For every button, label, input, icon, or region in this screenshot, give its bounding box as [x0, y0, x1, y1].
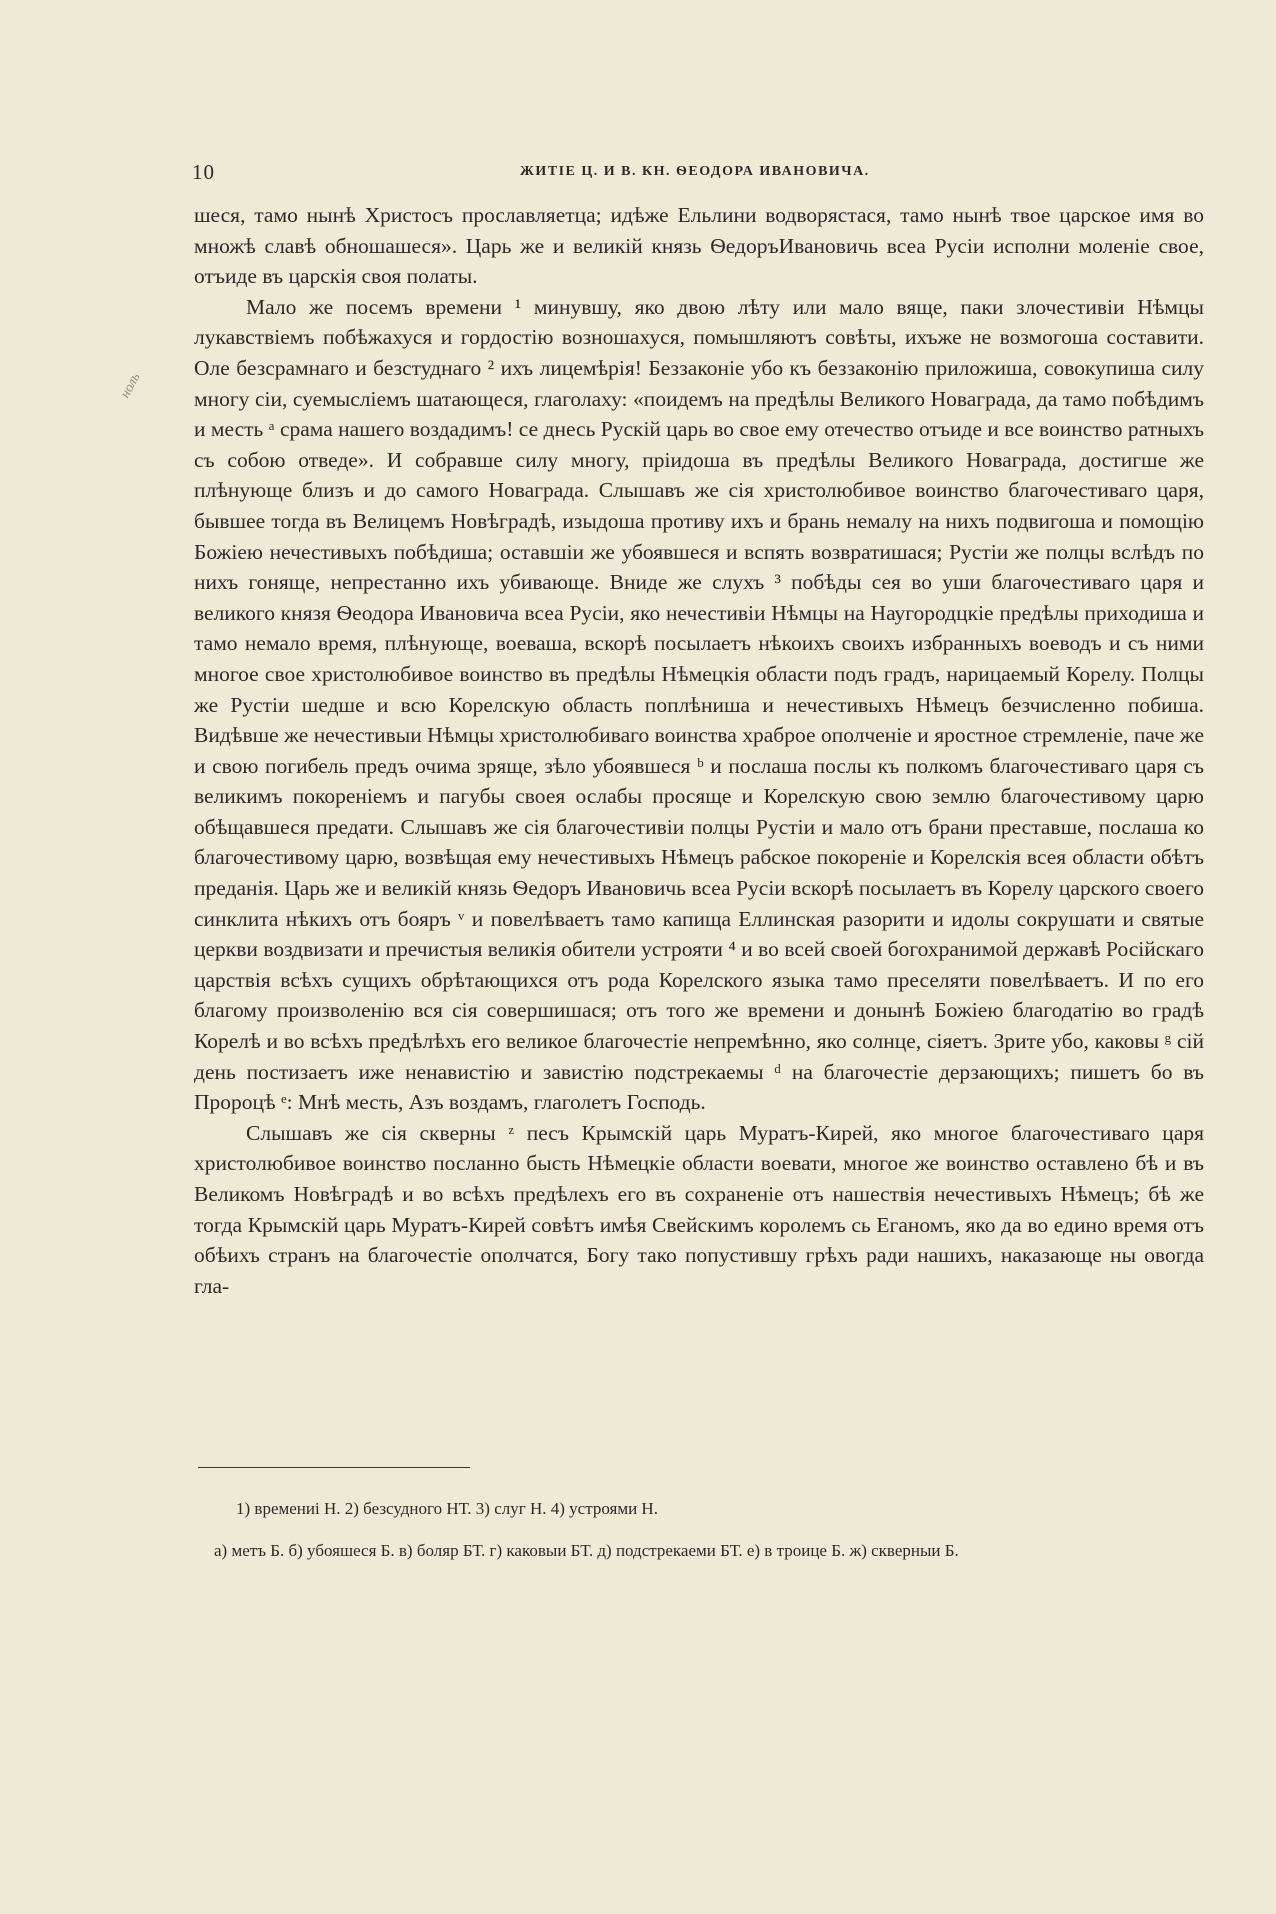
numbered-footnotes: 1) времениі Н. 2) безсудного НТ. 3) слуг Н. 4) устроями Н. — [236, 1499, 658, 1518]
paragraph-continuation: шеся, тамо нынѣ Христосъ прославляетца; идѣже Ельлини водворястася, тамо нынѣ твое царское имя во множѣ славѣ обношашеся». Царь же и великій князь ѲедоръИвановичь всеа Русіи исполни моленіе свое, отъиде въ царскія своя полаты. — [194, 203, 1204, 289]
page-number: 10 — [192, 160, 215, 184]
main-text — [194, 200, 1204, 1301]
footnote-rule — [198, 1467, 470, 1468]
margin-annotation: ноль — [117, 370, 144, 401]
paragraph-crimean-khan: Слышавъ же сія скверны ᶻ песъ Крымскій царь Муратъ-Кирей, яко многое благочестиваго царя христолюбивое воинство посланно бысть Нѣмецкіе области воевати, многое же воинство оставлено бѣ и въ Великомъ Новѣградѣ и во всѣхъ предѣлехъ его въ сохраненіе отъ нашествія нечестивыхъ Нѣмецъ; бѣ же тогда Крымскій царь Муратъ-Кирей совѣтъ имѣя Свейскимъ королемъ сь Еганомъ, яко да во едино время отъ обѣихъ странъ на благочестіе ополчатся, Богу тако попустившу грѣхъ ради нашихъ, наказающе ны овогда гла- — [194, 1120, 1204, 1298]
running-title: ЖИТІЕ Ц. И В. КН. ѲЕОДОРА ИВАНОВИЧА. — [520, 164, 870, 179]
paragraph-germans-korela: Мало же посемъ времени ¹ минувшу, яко двою лѣту или мало вяще, паки злочестивіи Нѣмцы лукавствіемъ побѣжахуся и гордостію возношахуся, помышляютъ совѣты, ихъже не возмогоша составити. Оле безсрамнаго и безстуднаго ² ихъ лицемѣрія! Беззаконіе убо къ беззаконію приложиша, совокупиша силу многу сіи, суемысліемъ шатающеся, глаголаху: «поидемъ на предѣлы Великого Новаграда, да тамо побѣдимъ и месть ᵃ срама нашего воздадимъ! се днесь Рускій царь во свое ему отечество отъиде и все воинство ратныхъ съ собою отведе». И собравше силу многу, пріидоша въ предѣлы Великого Новаграда, достигше же плѣнующе близъ и до самого Новаграда. Слышавъ же сія христолюбивое воинство благочестиваго царя, бывшее тогда въ Велицемъ Новѣградѣ, изыдоша противу ихъ и брань немалу на нихъ подвигоша и помощію Божіею нечестивыхъ побѣдиша; оставшіи же убоявшеся и вспять возвратишася; Рустіи же полцы вслѣдъ по нихъ гоняще, непрестанно ихъ убивающе. Вниде же слухъ ³ побѣды сея во уши благочестиваго царя и великого князя Ѳеодора Ивановича всеа Русіи, яко нечестивіи Нѣмцы на Наугородцкіе предѣлы приходиша и тамо немало время, плѣнующе, воеваша, вскорѣ посылаетъ нѣкоихъ своихъ избранныхъ воеводъ и съ ними многое свое христолюбивое воинство въ предѣлы Нѣмецкія области подъ градъ, нарицаемый Корелу. Полцы же Рустіи шедше и всю Корелскую область поплѣниша и нечестивыхъ Нѣмецъ безчисленно побиша. Видѣвше же нечестивыи Нѣмцы христолюбиваго воинства храброе ополченіе и яростное стремленіе, паче же и свою погибель предъ очима зряще, зѣло убоявшеся ᵇ и послаша послы къ полкомъ благочестиваго царя съ великимъ покореніемъ и пагубы своея ослабы просяще и Корелскую свою землю благочестивому царю обѣщавшеся предати. Слышавъ же сія благочестивіи полцы Рустіи и мало отъ брани преставше, послаша ко благочестивому царю, возвѣщая ему нечестивыхъ Нѣмецъ рабское покореніе и Корелскія всея области обѣтъ преданія. Царь же и великій князь Ѳедоръ Ивановичь всеа Русіи вскорѣ посылаетъ въ Корелу царского своего синклита нѣкихъ отъ бояръ ᵛ и повелѣваетъ тамо капища Еллинская разорити и идолы сокрушати и святые церкви воздвизати и пречистыя великія обители устрояти ⁴ и во всей своей богохранимой державѣ Російскаго царствія всѣхъ сущихъ обрѣтающихся отъ рода Корелского языка тамо преселяти повелѣваетъ. И по его благому произволенію вся сія совершишася; отъ того же времени и донынѣ Божіею благодатію во градѣ Корелѣ и во всѣхъ предѣлѣхъ его великое благочестіе непремѣнно, яко солнце, сіяетъ. Зрите убо, каковы ᵍ сій день постизаетъ иже ненавистію и завистію подстрекаемы ᵈ на благочестіе дерзающихъ; пишетъ бо въ Пророцѣ ᵉ: Мнѣ месть, Азъ воздамъ, глаголетъ Господь. — [194, 294, 1204, 1115]
lettered-variant-notes: а) метъ Б. б) убояшеся Б. в) боляр БТ. г) каковыи БТ. д) подстрекаеми БТ. е) в троице Б. ж) скверныи Б. — [214, 1541, 959, 1560]
